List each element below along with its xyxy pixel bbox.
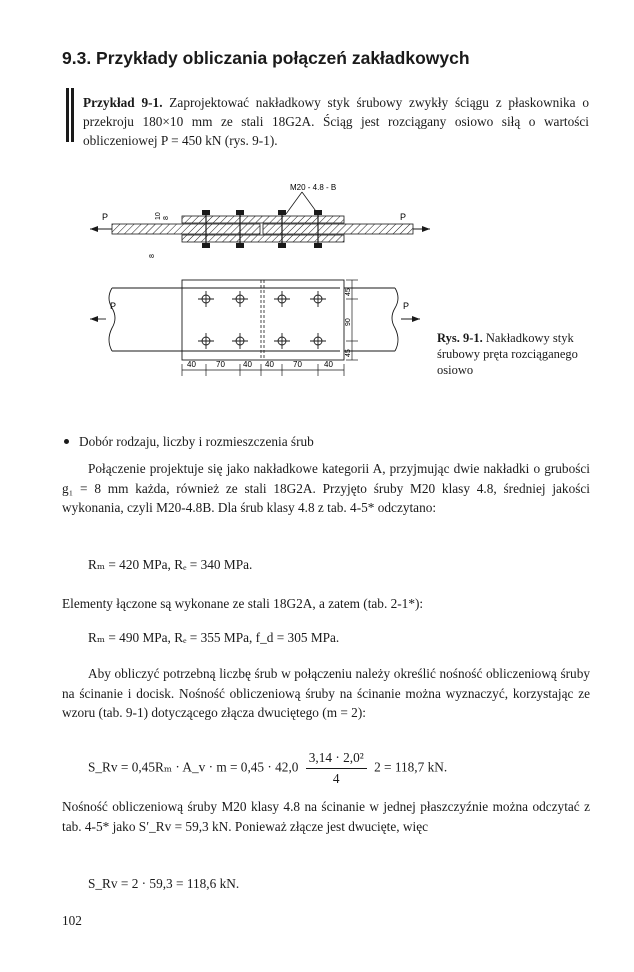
section-view bbox=[90, 183, 430, 258]
dim-bolt-spacing-vertical: 90 bbox=[345, 318, 352, 326]
paragraph-2: Elementy łączone są wykonane ze stali 18G2A, a zatem (tab. 2-1*): bbox=[62, 596, 424, 611]
formula-shear-right: 2 = 118,7 kN. bbox=[374, 759, 448, 775]
bullet-item bbox=[62, 432, 590, 452]
paragraph-1: Połączenie projektuje się jako nakładkowe kategorii A, przyjmując dwie nakładki o grubości g₁ = 8 mm każda, również ze stali 18G2A. Przyjęto śruby M20 klasy 4.8, średniej jakości wykonania, czyli M20-4.8B. Dla śrub klasy 4.8 z tab. 4-5* odczytano: bbox=[62, 461, 590, 515]
dim-splice-thickness-bottom: 8 bbox=[149, 254, 156, 258]
dim-bottom-3: 40 bbox=[265, 360, 274, 369]
dim-edge-bottom: 45 bbox=[345, 349, 352, 357]
dim-edge-top: 45 bbox=[345, 288, 352, 296]
formula-fraction bbox=[306, 750, 367, 787]
section-title: 9.3. Przykłady obliczania połączeń zakładkowych bbox=[62, 48, 470, 68]
example-statement bbox=[83, 93, 589, 150]
dim-bottom-0: 40 bbox=[187, 360, 196, 369]
caption-label: Rys. 9-1. bbox=[437, 331, 483, 345]
bolt-spec-label: M20 - 4.8 - B bbox=[290, 183, 337, 192]
formula-shear-left: S_Rv = 0,45Rₘ · A_v · m = 0,45 · 42,0 bbox=[88, 759, 299, 775]
dim-plate-thickness: 10 bbox=[155, 212, 162, 220]
dim-bottom-4: 70 bbox=[293, 360, 302, 369]
left-main-plate bbox=[112, 224, 260, 234]
force-right-top: P bbox=[400, 212, 407, 222]
example-marker-bars bbox=[66, 88, 75, 142]
page-number: 102 bbox=[62, 913, 82, 928]
figure-caption bbox=[437, 330, 607, 378]
formula-bolt-strength: Rₘ = 420 MPa, Rₑ = 340 MPa. bbox=[88, 557, 253, 572]
formula-shear-capacity bbox=[88, 750, 447, 787]
formula-double-shear: S_Rv = 2 · 59,3 = 118,6 kN. bbox=[88, 876, 240, 891]
dim-bottom-5: 40 bbox=[324, 360, 333, 369]
plan-view bbox=[90, 280, 420, 376]
example-text: Zaprojektować nakładkowy styk śrubowy zwykły ściągu z płaskownika o przekroju 180×10 mm ze stali 18G2A. Ściąg jest rozciągany osiowo siłą o wartości obliczeniowej P = 450 kN (rys. 9-1). bbox=[83, 95, 589, 148]
formula-steel-strength: Rₘ = 490 MPa, Rₑ = 355 MPa, f_d = 305 MPa. bbox=[88, 630, 340, 645]
fraction-denominator: 4 bbox=[332, 771, 340, 786]
force-left-top: P bbox=[102, 212, 109, 222]
dim-bottom-2: 40 bbox=[243, 360, 252, 369]
paragraph-4: Nośność obliczeniową śruby M20 klasy 4.8 na ścinanie w jednej płaszczyźnie można odczytać z tab. 4-5* jako S′_Rv = 59,3 kN. Ponieważ złącze jest dwucięte, więc bbox=[62, 799, 590, 834]
right-main-plate bbox=[263, 224, 413, 234]
force-right-plan: P bbox=[403, 301, 410, 311]
example-label: Przykład 9-1. bbox=[83, 95, 163, 110]
dim-bottom-1: 70 bbox=[216, 360, 225, 369]
caption-text: Nakładkowy styk śrubowy pręta rozciąganego osiowo bbox=[437, 331, 578, 377]
bullet-text: Dobór rodzaju, liczby i rozmieszczenia śrub bbox=[79, 434, 314, 449]
paragraph-3: Aby obliczyć potrzebną liczbę śrub w połączeniu należy określić nośność obliczeniową śruby na ścinanie i docisk. Nośność obliczeniową śruby na ścinanie można wyznaczyć, korzystając ze wzoru (tab. 9-1) dotyczącego złącza dwuciętego (m = 2): bbox=[62, 666, 590, 720]
dim-splice-thickness: 8 bbox=[163, 216, 170, 220]
fraction-numerator: 3,14 · 2,0² bbox=[306, 750, 367, 769]
figure-9-1 bbox=[90, 176, 430, 386]
bullet-icon bbox=[64, 439, 69, 444]
force-left-plan: P bbox=[110, 301, 117, 311]
